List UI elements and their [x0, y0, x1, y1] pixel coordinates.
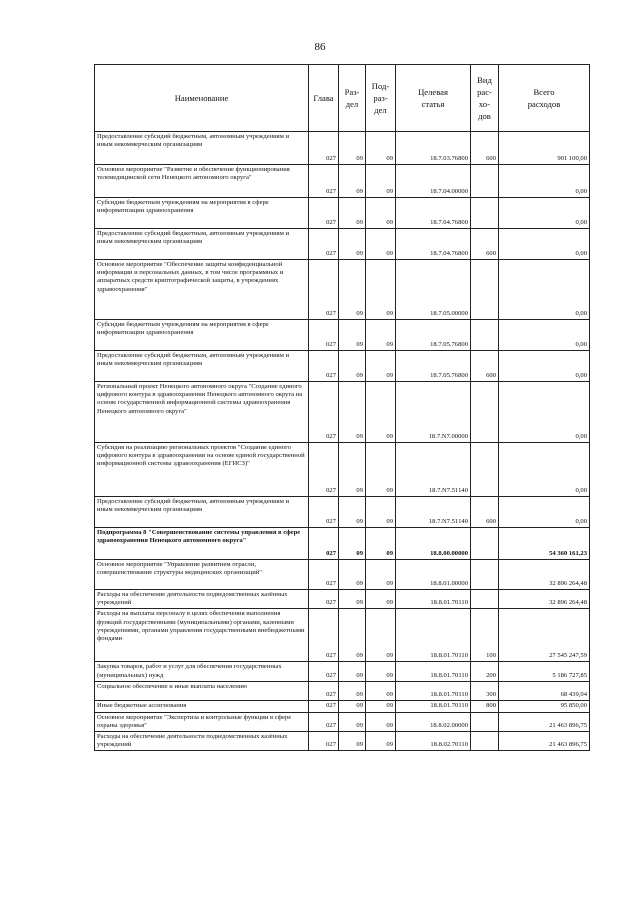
row-name: Региональный проект Ненецкого автономного округа "Создание единого цифрового контура в здравоохранении Ненецкого автономного округа на основе государственной информационной системы здравоохранения Ненецкого автономного округа" — [95, 382, 309, 443]
table-row — [95, 560, 590, 590]
row-vid-rashodov: 600 — [471, 229, 499, 260]
row-name: Предоставление субсидий бюджетным, автономным учреждениям и иным некоммерческим организациям — [95, 132, 309, 165]
row-name: Основное мероприятие "Развитие и обеспечение функционирования телемедицинской сети Ненецкого автономного округа" — [95, 165, 309, 198]
row-total: 32 896 264,48 — [499, 560, 590, 590]
row-glava: 027 — [309, 132, 339, 165]
row-glava: 027 — [309, 662, 339, 682]
row-name: Основное мероприятие "Управление развитием отрасли, совершенствование структуры медицинских организаций" — [95, 560, 309, 590]
row-podrazdel: 09 — [366, 701, 396, 712]
row-glava: 027 — [309, 260, 339, 320]
header-celevaya-statya: Целевая статья — [396, 65, 471, 132]
row-name: Основное мероприятие "Обеспечение защиты конфиденциальной информации и персональных данных, в том числе программных и аппаратных средств криптографической защиты, в учреждениях здравоохранения" — [95, 260, 309, 320]
row-vid-rashodov: 100 — [471, 609, 499, 662]
table-row — [95, 229, 590, 260]
header-razdel: Раз- дел — [339, 65, 366, 132]
row-razdel: 09 — [339, 701, 366, 712]
row-razdel: 09 — [339, 229, 366, 260]
row-celevaya-statya: 18.7.N7.51140 — [396, 443, 471, 497]
row-celevaya-statya: 18.8.01.70110 — [396, 662, 471, 682]
table-row — [95, 351, 590, 382]
row-vid-rashodov — [471, 260, 499, 320]
row-vid-rashodov — [471, 320, 499, 351]
row-razdel: 09 — [339, 443, 366, 497]
row-name: Расходы на обеспечение деятельности подведомственных казённых учреждений — [95, 732, 309, 751]
row-name: Подпрограмма 8 "Совершенствование системы управления в сфере здравоохранения Ненецкого автономного округа" — [95, 528, 309, 560]
row-name: Предоставление субсидий бюджетным, автономным учреждениям и иным некоммерческим организациям — [95, 229, 309, 260]
row-total: 21 463 896,75 — [499, 712, 590, 731]
row-total: 27 545 247,59 — [499, 609, 590, 662]
row-glava: 027 — [309, 229, 339, 260]
page-number: 86 — [314, 41, 326, 53]
row-vid-rashodov: 600 — [471, 351, 499, 382]
table-row — [95, 198, 590, 229]
row-name: Субсидии бюджетным учреждениям на мероприятия в сфере информатизации здравоохранения — [95, 198, 309, 229]
row-celevaya-statya: 18.8.01.70110 — [396, 590, 471, 609]
row-celevaya-statya: 18.7.05.00000 — [396, 260, 471, 320]
row-vid-rashodov — [471, 560, 499, 590]
table-row — [95, 320, 590, 351]
row-vid-rashodov — [471, 382, 499, 443]
table-row — [95, 701, 590, 712]
row-vid-rashodov — [471, 165, 499, 198]
row-razdel: 09 — [339, 260, 366, 320]
row-glava: 027 — [309, 320, 339, 351]
header-podrazdel: Под- раз- дел — [366, 65, 396, 132]
row-podrazdel: 09 — [366, 662, 396, 682]
row-razdel: 09 — [339, 662, 366, 682]
row-podrazdel: 09 — [366, 198, 396, 229]
row-podrazdel: 09 — [366, 590, 396, 609]
row-celevaya-statya: 18.7.05.76800 — [396, 320, 471, 351]
row-name: Социальное обеспечение и иные выплаты населению — [95, 682, 309, 701]
row-razdel: 09 — [339, 165, 366, 198]
row-razdel: 09 — [339, 382, 366, 443]
row-celevaya-statya: 18.7.04.76800 — [396, 229, 471, 260]
row-glava: 027 — [309, 528, 339, 560]
row-vid-rashodov — [471, 712, 499, 731]
table-row — [95, 382, 590, 443]
row-vid-rashodov — [471, 443, 499, 497]
row-total: 0,00 — [499, 260, 590, 320]
row-razdel: 09 — [339, 560, 366, 590]
row-razdel: 09 — [339, 528, 366, 560]
row-glava: 027 — [309, 590, 339, 609]
row-total: 5 186 727,85 — [499, 662, 590, 682]
row-total: 901 100,00 — [499, 132, 590, 165]
row-vid-rashodov — [471, 198, 499, 229]
header-glava: Глава — [309, 65, 339, 132]
row-name: Субсидия на реализацию региональных проектов "Создание единого цифрового контура в здравоохранении на основе единой государственной информационной системы здравоохранения (ЕГИСЗ)" — [95, 443, 309, 497]
row-podrazdel: 09 — [366, 260, 396, 320]
budget-table — [94, 64, 590, 751]
row-glava: 027 — [309, 165, 339, 198]
row-podrazdel: 09 — [366, 560, 396, 590]
row-vid-rashodov — [471, 528, 499, 560]
row-total: 0,00 — [499, 382, 590, 443]
row-celevaya-statya: 18.7.04.76800 — [396, 198, 471, 229]
header-name: Наименование — [95, 65, 309, 132]
table-row — [95, 609, 590, 662]
row-glava: 027 — [309, 560, 339, 590]
row-razdel: 09 — [339, 732, 366, 751]
row-total: 0,00 — [499, 320, 590, 351]
table-row — [95, 590, 590, 609]
row-name: Иные бюджетные ассигнования — [95, 701, 309, 712]
table-row — [95, 260, 590, 320]
table-row — [95, 682, 590, 701]
table-row — [95, 132, 590, 165]
row-podrazdel: 09 — [366, 443, 396, 497]
table-row — [95, 732, 590, 751]
row-name: Закупка товаров, работ и услуг для обеспечения государственных (муниципальных) нужд — [95, 662, 309, 682]
row-celevaya-statya: 18.8.01.00000 — [396, 560, 471, 590]
row-razdel: 09 — [339, 682, 366, 701]
row-podrazdel: 09 — [366, 229, 396, 260]
row-name: Расходы на выплаты персоналу в целях обеспечения выполнения функций государственными (муниципальными) органами, казенными учреждениями, органами управления государственными внебюджетными фондами — [95, 609, 309, 662]
row-glava: 027 — [309, 351, 339, 382]
row-razdel: 09 — [339, 351, 366, 382]
row-podrazdel: 09 — [366, 382, 396, 443]
row-total: 21 463 896,75 — [499, 732, 590, 751]
row-total: 0,00 — [499, 229, 590, 260]
row-vid-rashodov: 800 — [471, 701, 499, 712]
row-glava: 027 — [309, 682, 339, 701]
row-name: Субсидии бюджетным учреждениям на мероприятия в сфере информатизации здравоохранения — [95, 320, 309, 351]
row-razdel: 09 — [339, 590, 366, 609]
row-name: Основное мероприятие "Экспертиза и контрольные функции в сфере охраны здоровья" — [95, 712, 309, 731]
row-glava: 027 — [309, 497, 339, 528]
row-name: Расходы на обеспечение деятельности подведомственных казённых учреждений — [95, 590, 309, 609]
row-total: 54 360 161,23 — [499, 528, 590, 560]
row-vid-rashodov: 600 — [471, 132, 499, 165]
row-glava: 027 — [309, 382, 339, 443]
row-podrazdel: 09 — [366, 732, 396, 751]
row-podrazdel: 09 — [366, 320, 396, 351]
row-razdel: 09 — [339, 609, 366, 662]
row-total: 0,00 — [499, 351, 590, 382]
row-celevaya-statya: 18.8.01.70110 — [396, 682, 471, 701]
row-razdel: 09 — [339, 497, 366, 528]
row-razdel: 09 — [339, 198, 366, 229]
row-razdel: 09 — [339, 712, 366, 731]
row-celevaya-statya: 18.8.02.70110 — [396, 732, 471, 751]
table-row — [95, 662, 590, 682]
table-row — [95, 712, 590, 731]
row-podrazdel: 09 — [366, 712, 396, 731]
row-celevaya-statya: 18.8.02.00000 — [396, 712, 471, 731]
row-vid-rashodov — [471, 732, 499, 751]
row-podrazdel: 09 — [366, 609, 396, 662]
row-vid-rashodov: 600 — [471, 497, 499, 528]
header-vid-rashodov: Вид рас- хо- дов — [471, 65, 499, 132]
row-celevaya-statya: 18.7.N7.51140 — [396, 497, 471, 528]
row-podrazdel: 09 — [366, 528, 396, 560]
row-podrazdel: 09 — [366, 351, 396, 382]
table-row — [95, 165, 590, 198]
row-celevaya-statya: 18.7.N7.00000 — [396, 382, 471, 443]
row-name: Предоставление субсидий бюджетным, автономным учреждениям и иным некоммерческим организациям — [95, 351, 309, 382]
row-vid-rashodov — [471, 590, 499, 609]
row-vid-rashodov: 300 — [471, 682, 499, 701]
header-row — [95, 65, 590, 132]
row-total: 0,00 — [499, 497, 590, 528]
row-total: 0,00 — [499, 165, 590, 198]
row-total: 95 850,00 — [499, 701, 590, 712]
row-total: 68 439,04 — [499, 682, 590, 701]
row-glava: 027 — [309, 609, 339, 662]
row-razdel: 09 — [339, 132, 366, 165]
header-total: Всего расходов — [499, 65, 590, 132]
row-glava: 027 — [309, 701, 339, 712]
row-glava: 027 — [309, 443, 339, 497]
row-glava: 027 — [309, 732, 339, 751]
row-celevaya-statya: 18.7.03.76800 — [396, 132, 471, 165]
table-row — [95, 497, 590, 528]
row-celevaya-statya: 18.7.04.00000 — [396, 165, 471, 198]
row-celevaya-statya: 18.8.01.70110 — [396, 609, 471, 662]
row-glava: 027 — [309, 712, 339, 731]
row-celevaya-statya: 18.8.01.70110 — [396, 701, 471, 712]
row-total: 32 896 264,48 — [499, 590, 590, 609]
row-name: Предоставление субсидий бюджетным, автономным учреждениям и иным некоммерческим организациям — [95, 497, 309, 528]
row-glava: 027 — [309, 198, 339, 229]
table-row — [95, 443, 590, 497]
row-podrazdel: 09 — [366, 165, 396, 198]
row-podrazdel: 09 — [366, 497, 396, 528]
row-podrazdel: 09 — [366, 682, 396, 701]
row-vid-rashodov: 200 — [471, 662, 499, 682]
row-razdel: 09 — [339, 320, 366, 351]
table-row — [95, 528, 590, 560]
row-total: 0,00 — [499, 443, 590, 497]
row-total: 0,00 — [499, 198, 590, 229]
row-celevaya-statya: 18.8.00.00000 — [396, 528, 471, 560]
row-celevaya-statya: 18.7.05.76800 — [396, 351, 471, 382]
row-podrazdel: 09 — [366, 132, 396, 165]
